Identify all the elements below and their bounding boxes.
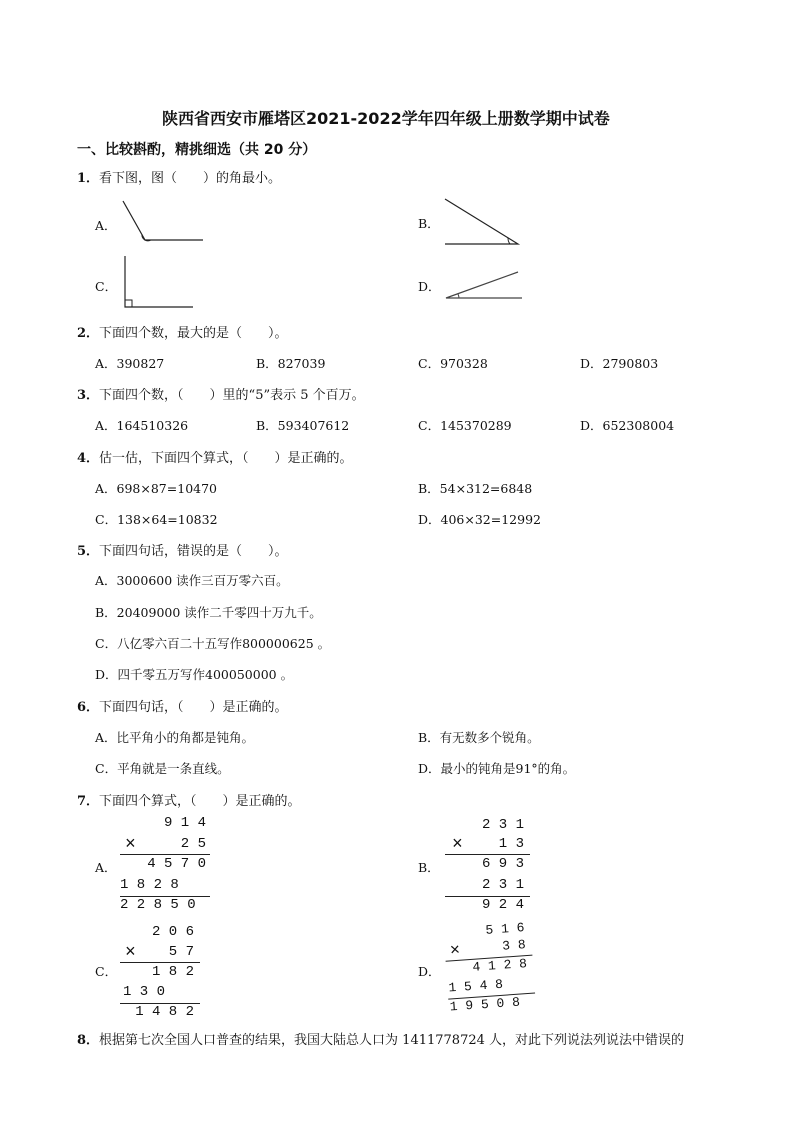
option-label-d: D． <box>418 279 441 294</box>
calc-partial-1: 1 8 2 <box>151 964 194 980</box>
calc-partial-2: 1 5 4 8 <box>447 976 504 996</box>
question-number: 4． <box>77 451 100 466</box>
question-7 <box>77 790 301 809</box>
calc-multiplier: 5 7 <box>168 944 194 960</box>
calc-result: 1 4 8 2 <box>135 1004 194 1020</box>
times-sign: × <box>125 943 136 963</box>
question-4 <box>77 447 353 466</box>
option-d: D．最小的钝角是91°的角。 <box>418 761 576 776</box>
option-label-c: C． <box>95 964 118 979</box>
option-c: C．145370289 <box>418 418 512 433</box>
option-label-a: A． <box>95 860 117 875</box>
option-label-b: B． <box>418 216 440 231</box>
option-label-c: C． <box>95 279 118 294</box>
question-number: 3． <box>77 388 100 403</box>
question-6 <box>77 696 288 715</box>
question-2 <box>77 322 288 341</box>
question-text: 下面四句话，错误的是（ ）。 <box>99 544 288 559</box>
option-c: C．970328 <box>418 356 488 371</box>
option-label-d: D． <box>418 964 441 979</box>
option-c: C．平角就是一条直线。 <box>95 761 230 776</box>
times-sign: × <box>452 835 463 855</box>
question-number: 8． <box>77 1033 100 1048</box>
option-a: A．698×87=10470 <box>95 481 218 496</box>
option-c: C．138×64=10832 <box>95 512 218 527</box>
calc-partial-1: 4 1 2 8 <box>471 956 528 975</box>
option-a: A．390827 <box>95 356 165 371</box>
question-8 <box>77 1029 684 1048</box>
calc-partial-2: 1 3 0 <box>123 984 166 1000</box>
option-b: B．54×312=6848 <box>418 481 533 496</box>
calc-result: 1 9 5 0 8 <box>449 994 521 1015</box>
calc-partial-2: 2 3 1 <box>481 877 524 893</box>
option-d: D．四千零五万写作400050000 。 <box>95 667 294 682</box>
vertical-calc-d <box>440 918 537 1024</box>
calc-multiplier: 1 3 <box>498 836 524 852</box>
calc-partial-2: 1 8 2 8 <box>120 877 179 893</box>
question-1 <box>77 167 281 186</box>
page-title: 陕西省西安市雁塔区2021-2022学年四年级上册数学期中试卷 <box>162 109 610 128</box>
option-b: B．20409000 读作二千零四十万九千。 <box>95 605 322 620</box>
calc-multiplier: 2 5 <box>180 836 206 852</box>
question-5 <box>77 540 288 559</box>
calc-partial-1: 6 9 3 <box>481 856 524 872</box>
calc-multiplicand: 9 1 4 <box>163 815 206 831</box>
vertical-calc-c <box>115 924 200 1024</box>
option-b: B．593407612 <box>256 418 350 433</box>
question-3 <box>77 384 365 403</box>
question-text: 估一估，下面四个算式，（ ）是正确的。 <box>99 451 353 466</box>
question-number: 2． <box>77 326 100 341</box>
angle-figure-c <box>118 252 198 312</box>
option-d: D．2790803 <box>580 356 659 371</box>
option-a: A．164510326 <box>95 418 189 433</box>
calc-line <box>445 854 530 855</box>
option-label-b: B． <box>418 860 440 875</box>
angle-figure-d <box>440 268 525 303</box>
section-heading: 一、比较斟酌，精挑细选（共 20 分） <box>77 142 317 158</box>
option-c: C．八亿零六百二十五写作800000625 。 <box>95 636 331 651</box>
question-number: 1． <box>77 171 100 186</box>
question-number: 7． <box>77 794 100 809</box>
times-sign: × <box>125 835 136 855</box>
calc-result: 9 2 4 <box>481 897 524 913</box>
question-text: 下面四个算式，（ ）是正确的。 <box>99 794 301 809</box>
calc-multiplicand: 2 0 6 <box>151 924 194 940</box>
calc-partial-1: 4 5 7 0 <box>147 856 206 872</box>
option-a: A．比平角小的角都是钝角。 <box>95 730 255 745</box>
calc-multiplicand: 5 1 6 <box>485 920 525 938</box>
vertical-calc-b <box>440 815 530 915</box>
question-text: 下面四个数，最大的是（ ）。 <box>99 326 288 341</box>
calc-multiplier: 3 8 <box>501 937 527 954</box>
option-d: D．406×32=12992 <box>418 512 541 527</box>
option-d: D．652308004 <box>580 418 675 433</box>
question-text: 看下图，图（ ）的角最小。 <box>99 171 282 186</box>
question-number: 5． <box>77 544 100 559</box>
vertical-calc-a <box>115 815 210 915</box>
question-number: 6． <box>77 700 100 715</box>
option-b: B．827039 <box>256 356 326 371</box>
calc-line <box>120 962 200 963</box>
option-b: B．有无数多个锐角。 <box>418 730 540 745</box>
question-text: 下面四个数，（ ）里的“5”表示 5 个百万。 <box>99 388 365 403</box>
question-text: 下面四句话，（ ）是正确的。 <box>99 700 288 715</box>
calc-result: 2 2 8 5 0 <box>120 897 196 913</box>
option-a: A．3000600 读作三百万零六百。 <box>95 573 289 588</box>
calc-multiplicand: 2 3 1 <box>481 817 524 833</box>
angle-figure-a <box>115 195 210 245</box>
option-label-a: A． <box>95 218 117 233</box>
question-text: 根据第七次全国人口普查的结果，我国大陆总人口为 1411778724 人，对此下列说法列说法中错误的 <box>99 1033 685 1048</box>
calc-line <box>120 854 210 855</box>
times-sign: × <box>449 941 461 962</box>
angle-figure-b <box>440 196 525 248</box>
